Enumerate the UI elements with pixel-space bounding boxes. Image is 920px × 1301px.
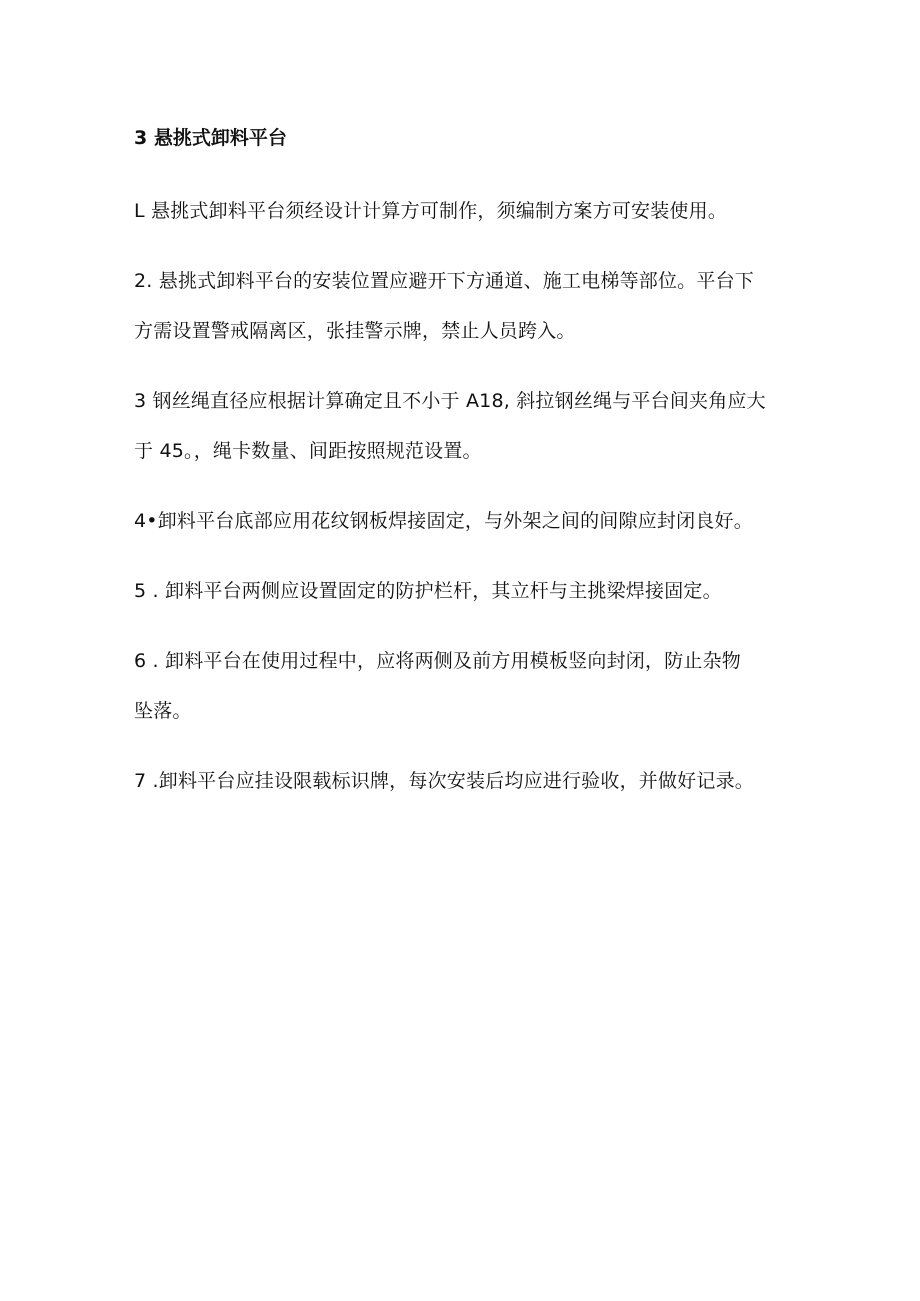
paragraph-line: 3 钢丝绳直径应根据计算确定且不小于 A18, 斜拉钢丝绳与平台间夹角应大 (134, 390, 766, 412)
paragraph-line: 5 . 卸料平台两侧应设置固定的防护栏杆，其立杆与主挑梁焊接固定。 (134, 580, 722, 602)
paragraph-line: 4•卸料平台底部应用花纹钢板焊接固定，与外架之间的间隙应封闭良好。 (134, 510, 753, 532)
section-heading: 3 悬挑式卸料平台 (134, 127, 287, 149)
document-body (134, 116, 814, 826)
paragraph-line: 2. 悬挑式卸料平台的安装位置应避开下方通道、施工电梯等部位。平台下 (134, 270, 754, 292)
paragraph-line: 方需设置警戒隔离区，张挂警示牌，禁止人员跨入。 (134, 320, 576, 342)
paragraph-item-3 (134, 376, 814, 476)
paragraph-line: 于 45。，绳卡数量、间距按照规范设置。 (134, 440, 482, 462)
paragraph-item-5 (134, 566, 814, 616)
paragraph-line: 6 . 卸料平台在使用过程中，应将两侧及前方用模板竖向封闭，防止杂物 (134, 650, 742, 672)
paragraph-item-7 (134, 756, 814, 806)
paragraph-line: L 悬挑式卸料平台须经设计计算方可制作，须编制方案方可安装使用。 (134, 200, 728, 222)
paragraph-item-6 (134, 636, 814, 736)
paragraph-item-1 (134, 186, 814, 236)
paragraph-item-2 (134, 256, 814, 356)
paragraph-item-4 (134, 496, 814, 546)
paragraph-line: 7 .卸料平台应挂设限载标识牌，每次安装后均应进行验收，并做好记录。 (134, 770, 754, 792)
paragraph-line: 坠落。 (134, 700, 192, 722)
